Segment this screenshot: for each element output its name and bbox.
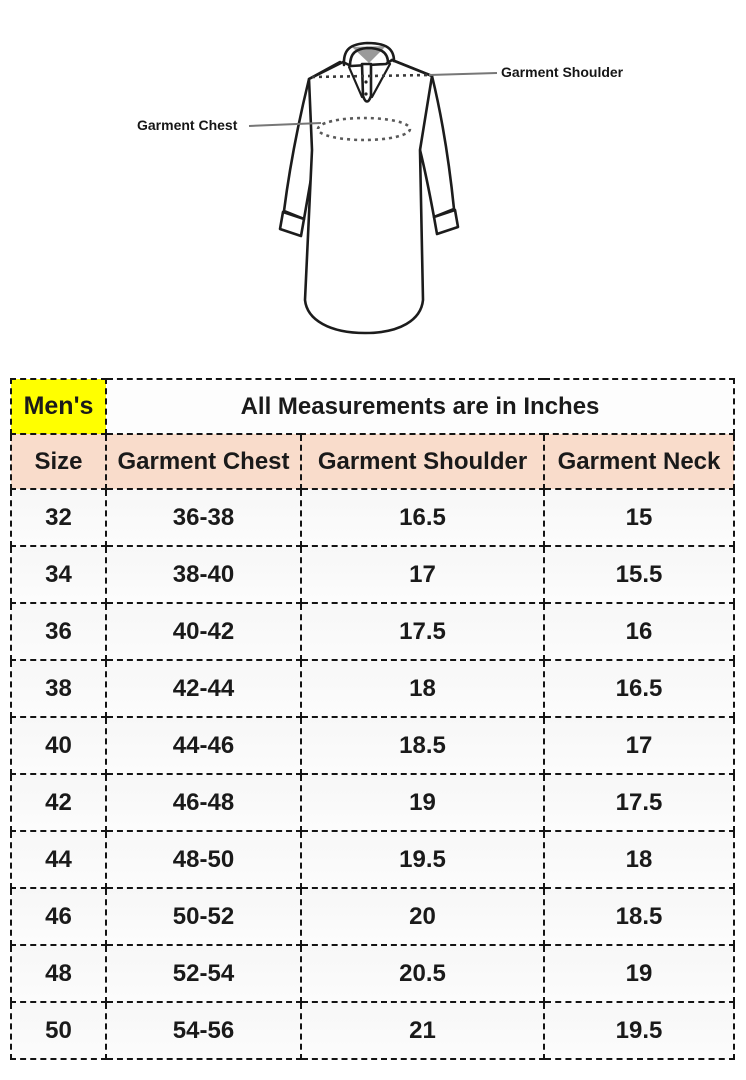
table-header-row xyxy=(11,434,734,489)
size-cell: 44 xyxy=(11,831,106,888)
chest-cell: 40-42 xyxy=(106,603,301,660)
chest-cell: 38-40 xyxy=(106,546,301,603)
table-row xyxy=(11,660,734,717)
shoulder-cell: 19.5 xyxy=(301,831,544,888)
neck-cell: 19.5 xyxy=(544,1002,734,1059)
chest-cell: 44-46 xyxy=(106,717,301,774)
measurements-title-cell: All Measurements are in Inches xyxy=(106,379,734,434)
column-header-size: Size xyxy=(11,434,106,489)
neck-cell: 16 xyxy=(544,603,734,660)
size-cell: 46 xyxy=(11,888,106,945)
neck-cell: 16.5 xyxy=(544,660,734,717)
table-row xyxy=(11,1002,734,1059)
size-cell: 50 xyxy=(11,1002,106,1059)
shoulder-leader-line xyxy=(429,73,497,75)
table-row xyxy=(11,546,734,603)
chest-cell: 52-54 xyxy=(106,945,301,1002)
kurta-drawing-svg xyxy=(0,0,746,372)
table-row xyxy=(11,888,734,945)
neck-cell: 18 xyxy=(544,831,734,888)
neck-cell: 17 xyxy=(544,717,734,774)
garment-shoulder-label: Garment Shoulder xyxy=(501,64,624,80)
size-table xyxy=(10,378,735,1060)
chest-cell: 54-56 xyxy=(106,1002,301,1059)
chest-cell: 50-52 xyxy=(106,888,301,945)
shoulder-cell: 20.5 xyxy=(301,945,544,1002)
table-row xyxy=(11,945,734,1002)
shoulder-cell: 20 xyxy=(301,888,544,945)
table-row xyxy=(11,489,734,546)
mens-header-cell: Men's xyxy=(11,379,106,434)
shoulder-cell: 19 xyxy=(301,774,544,831)
kurta-diagram xyxy=(0,0,746,372)
column-header-garment-neck: Garment Neck xyxy=(544,434,734,489)
table-row xyxy=(11,603,734,660)
shoulder-cell: 16.5 xyxy=(301,489,544,546)
neck-cell: 18.5 xyxy=(544,888,734,945)
kurta-button-2 xyxy=(364,92,367,95)
neck-cell: 15 xyxy=(544,489,734,546)
size-cell: 32 xyxy=(11,489,106,546)
shoulder-cell: 18.5 xyxy=(301,717,544,774)
size-cell: 36 xyxy=(11,603,106,660)
kurta-button-1 xyxy=(364,80,367,83)
column-header-garment-chest: Garment Chest xyxy=(106,434,301,489)
size-cell: 40 xyxy=(11,717,106,774)
table-row xyxy=(11,774,734,831)
size-cell: 48 xyxy=(11,945,106,1002)
table-row xyxy=(11,717,734,774)
garment-chest-label: Garment Chest xyxy=(137,117,238,133)
shoulder-cell: 17 xyxy=(301,546,544,603)
table-title-row xyxy=(11,379,734,434)
table-row xyxy=(11,831,734,888)
chest-cell: 46-48 xyxy=(106,774,301,831)
neck-cell: 19 xyxy=(544,945,734,1002)
neck-cell: 15.5 xyxy=(544,546,734,603)
column-header-garment-shoulder: Garment Shoulder xyxy=(301,434,544,489)
shoulder-cell: 17.5 xyxy=(301,603,544,660)
chest-cell: 36-38 xyxy=(106,489,301,546)
chest-cell: 42-44 xyxy=(106,660,301,717)
size-cell: 38 xyxy=(11,660,106,717)
chest-cell: 48-50 xyxy=(106,831,301,888)
size-cell: 42 xyxy=(11,774,106,831)
size-table-body xyxy=(11,489,734,1059)
neck-cell: 17.5 xyxy=(544,774,734,831)
shoulder-cell: 18 xyxy=(301,660,544,717)
shoulder-cell: 21 xyxy=(301,1002,544,1059)
size-cell: 34 xyxy=(11,546,106,603)
